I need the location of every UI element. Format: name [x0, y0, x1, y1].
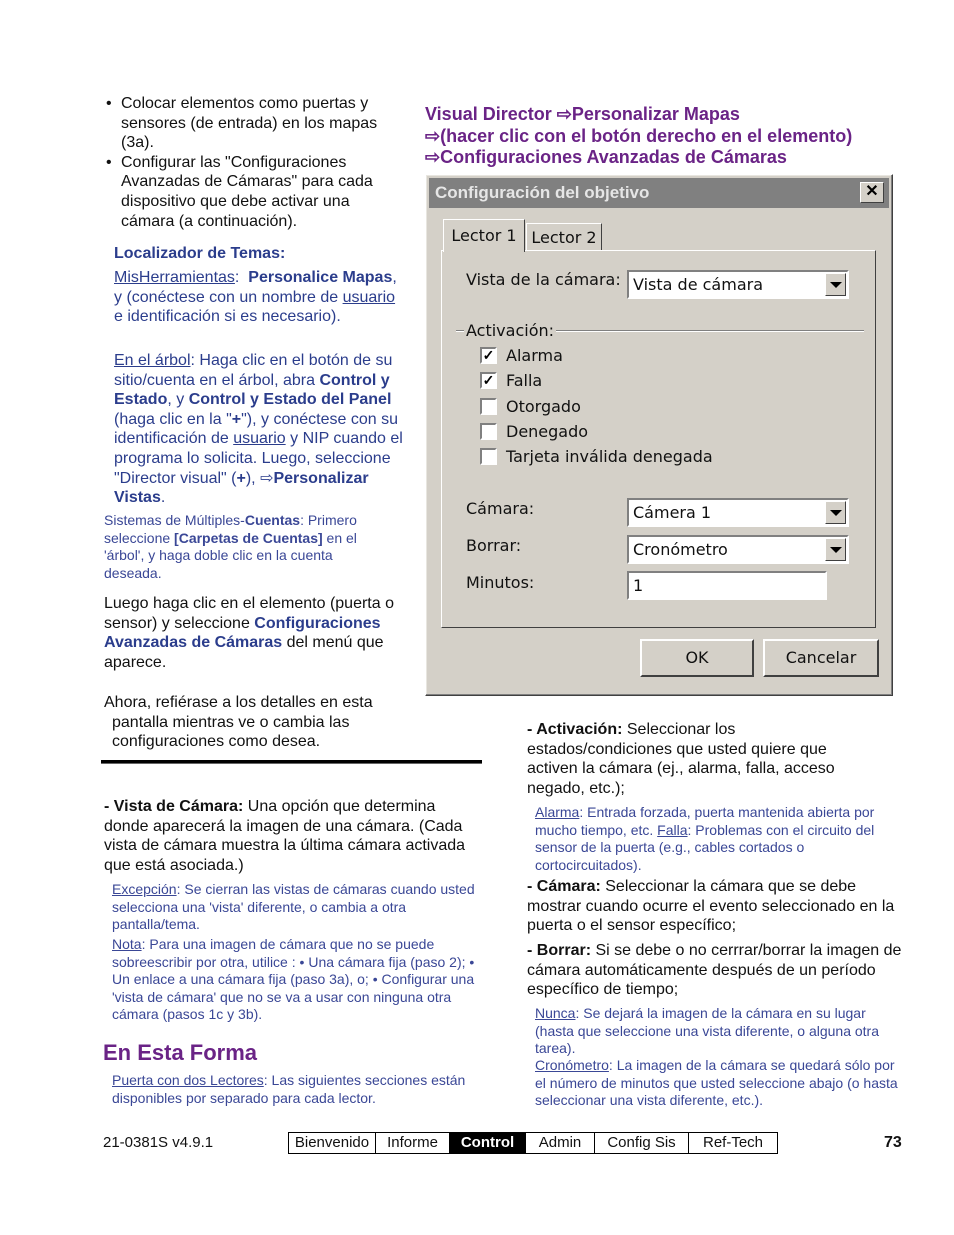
cancel-button[interactable]: Cancelar [763, 639, 879, 677]
minutos-input[interactable]: 1 [627, 571, 827, 600]
section-divider [101, 760, 482, 764]
bullet-icon: • [299, 953, 305, 970]
vista-camara-label: Vista de la cámara: [466, 270, 621, 289]
dialog-title: Configuración del objetivo [435, 183, 650, 202]
menu-path: Visual Director ⇨Personalizar Mapas ⇨(hacer clic con el botón derecho en el elemento) ⇨Configuraciones Avanzadas de Cámaras [425, 104, 853, 167]
close-icon: ✕ [865, 183, 879, 200]
doc-id: 21-0381S v4.9.1 [103, 1134, 214, 1151]
denegado-checkbox[interactable] [480, 423, 497, 440]
cronometro-link[interactable]: Cronómetro [535, 1057, 609, 1073]
page-number: 73 [884, 1134, 902, 1151]
arrow-icon: ⇨ [260, 469, 274, 487]
chevron-down-icon[interactable] [825, 273, 846, 296]
chevron-down-icon[interactable] [825, 501, 846, 524]
check-icon: ✓ [482, 372, 495, 388]
section-heading: En Esta Forma [103, 1040, 258, 1065]
close-button[interactable] [860, 182, 884, 203]
borrar-description: - Borrar: Si se debe o no cerrrar/borrar la imagen de cámara automáticamente después de un período específico de tiempo; [527, 942, 902, 999]
nav-config-sis[interactable]: Config Sis [595, 1133, 689, 1153]
chevron-down-icon[interactable] [825, 538, 846, 561]
puerta-dos-lectores-link[interactable]: Puerta con dos Lectores [112, 1072, 264, 1088]
vista-camara-select[interactable]: Vista de cámara [627, 270, 849, 299]
usuario-link[interactable]: usuario [342, 288, 396, 306]
borrar-label: Borrar: [466, 536, 522, 555]
alarma-falla-note: Alarma: Entrada forzada, puerta mantenida abierta por mucho tiempo, etc. Falla: Problemas con el circuito del sensor de la puerta (e.g., cables cortados o cortocircuitados). [535, 804, 875, 873]
topic-locator-heading: Localizador de Temas: [114, 245, 286, 262]
camara-select[interactable]: Cámera 1 [627, 498, 849, 527]
falla-label: Falla [506, 371, 543, 390]
nunca-note: Nunca: Se dejará la imagen de la cámara en su lugar (hasta que seleccione una vista diferente, o alguna otra tarea). [535, 1005, 880, 1057]
alarma-label: Alarma [506, 346, 563, 365]
exception-note: Excepción: Se cierran las vistas de cámaras cuando usted selecciona una 'vista' diferente, o cambia a otra pantalla/tema. [112, 881, 475, 933]
otorgado-checkbox[interactable] [480, 398, 497, 415]
mis-herramientas-link[interactable]: MisHerramientas [114, 269, 235, 286]
activacion-description: - Activación: Seleccionar los estados/condiciones que usted quiere que activen la cámara (ej., alarma, falla, acceso negado, etc.); [527, 721, 835, 797]
tree-paragraph: En el árbol: Haga clic en el botón de su sitio/cuenta en el árbol, abra Control y Estado, y Control y Estado del Panel (haga clic en la "+"), y conéctese con su identificación de usuario y NIP cuando el programa lo solicita. Luego, seleccione "Director visual" (+), ⇨Personalizar Vistas. [114, 352, 403, 507]
otorgado-label: Otorgado [506, 397, 581, 416]
minutos-label: Minutos: [466, 573, 535, 592]
cronometro-note: Cronómetro: La imagen de la cámara se quedará sólo por el número de minutos que usted seleccione abajo (o hasta seleccionar una vista diferente, etc.). [535, 1057, 898, 1109]
nav-admin[interactable]: Admin [526, 1133, 595, 1153]
bullet-icon: • [469, 953, 475, 970]
then-paragraph: Luego haga clic en el elemento (puerta o sensor) y seleccione Configuraciones Avanzadas de Cámaras del menú que aparece. [104, 595, 394, 671]
nav-control[interactable]: Control [450, 1133, 526, 1153]
multi-account-note: Sistemas de Múltiples-Cuentas: Primero seleccione [Carpetas de Cuentas] en el 'árbol', y haga doble clic en la cuenta deseada. [104, 512, 357, 581]
nota-link[interactable]: Nota [112, 936, 142, 952]
arrow-icon: ⇨ [425, 147, 441, 167]
nav-informe[interactable]: Informe [376, 1133, 450, 1153]
alarma-link[interactable]: Alarma [535, 804, 580, 820]
alarma-checkbox[interactable] [480, 347, 497, 364]
tarjeta-invalida-label: Tarjeta inválida denegada [506, 447, 713, 466]
bullet-icon: • [372, 971, 378, 988]
nav-ref-tech[interactable]: Ref-Tech [702, 1134, 764, 1151]
tab-lector-2[interactable]: Lector 2 [526, 223, 602, 250]
excepcion-link[interactable]: Excepción [112, 881, 177, 897]
nota-note: Nota: Para una imagen de cámara que no se puede sobreescribir por otra, utilice : • Una cámara fija (paso 2); • Un enlace a una cámara fija (paso 3a), o; • Configurar una 'vista de cámara' que no se va a usar con ninguna otra cámara (pasos 1c y 3b). [112, 936, 475, 1023]
footer-nav [288, 1132, 778, 1154]
door-note: Puerta con dos Lectores: Las siguientes secciones están disponibles por separado para cada lector. [112, 1072, 466, 1106]
now-paragraph: Ahora, refiérase a los detalles en esta pantalla mientras ve o cambia las configuraciones como desea. [104, 694, 373, 751]
intro-bullets [104, 94, 399, 231]
bullet-item: • Configurar las "Configuraciones Avanzadas de Cámaras" para cada dispositivo que debe activar una cámara (a continuación). [104, 153, 399, 231]
ok-button[interactable]: OK [640, 639, 754, 677]
en-el-arbol-link[interactable]: En el árbol [114, 352, 191, 369]
nav-bienvenido[interactable]: Bienvenido [289, 1133, 376, 1153]
tab-lector-1[interactable]: Lector 1 [443, 219, 525, 252]
vista-camara-description: - Vista de Cámara: Una opción que determina donde aparecerá la imagen de una cámara. (Cada vista de cámara muestra la última cámara activada que está asociada.) [104, 798, 466, 874]
arrow-icon: ⇨ [556, 104, 572, 124]
arrow-icon: ⇨ [425, 125, 441, 146]
falla-link[interactable]: Falla [657, 821, 688, 838]
usuario-link[interactable]: usuario [233, 430, 286, 448]
camara-description: - Cámara: Seleccionar la cámara que se debe mostrar cuando ocurre el evento seleccionado en la puerta o el sensor específico; [527, 878, 895, 935]
denegado-label: Denegado [506, 422, 589, 441]
camara-label: Cámara: [466, 499, 535, 518]
activacion-group-label: Activación: [466, 321, 555, 340]
falla-checkbox[interactable] [480, 372, 497, 389]
tarjeta-invalida-checkbox[interactable] [480, 448, 497, 465]
bullet-item: • Colocar elementos como puertas y sensores (de entrada) en los mapas (3a). [104, 94, 399, 153]
borrar-select[interactable]: Cronómetro [627, 535, 849, 564]
nunca-link[interactable]: Nunca [535, 1005, 576, 1021]
tools-paragraph: MisHerramientas: Personalice Mapas, y (conéctese con un nombre de usuario e identificación si es necesario). [114, 269, 397, 326]
dialog-titlebar[interactable] [429, 178, 889, 208]
check-icon: ✓ [482, 347, 495, 363]
